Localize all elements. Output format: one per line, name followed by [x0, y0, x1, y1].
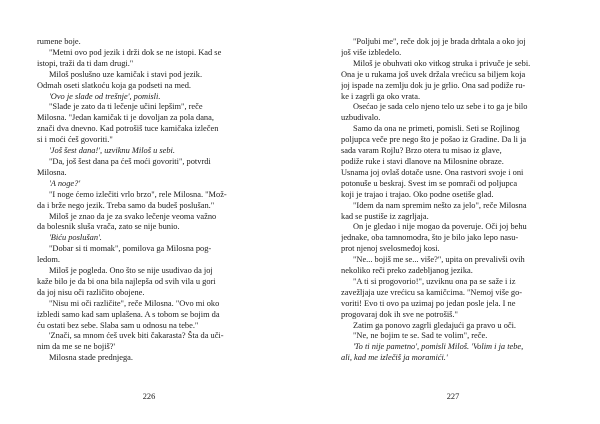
text-line: sada varam Rojlu? Brzo otera tu misao iz glave,	[341, 146, 502, 156]
text-line: 'Još šest dana!', uzviknu Miloš u sebi.	[49, 146, 175, 156]
text-line: Miloš je znao da je za svako lečenje veoma važno	[49, 211, 217, 221]
text-line: ali, kad me izlečiš ja moramići.'	[341, 353, 448, 363]
text-line: 'Znači, sa mnom ćeš uvek biti čakarasta? Šta da uči-	[49, 331, 224, 341]
text-line: Odmah oseti slatkoću koja ga podseti na med.	[37, 80, 191, 90]
text-line: si i moći ćeš govoriti."	[37, 135, 113, 145]
text-line: 'To ti nije pametno', pomisli Miloš. 'Volim i ja tebe,	[353, 342, 524, 352]
left-page-text	[37, 37, 260, 364]
text-line: kad se pustiše iz zagrljaja.	[341, 211, 429, 221]
text-line: "Poljubi me", reče dok joj je brada drhtala a oko joj	[353, 37, 526, 46]
text-line: rumene boje.	[37, 37, 81, 46]
text-line: "Idem da nam spremim nešto za jelo", reče Milosna	[353, 200, 527, 210]
text-line: 'A noge?'	[49, 178, 81, 188]
text-line: da i brže nego jezik. Treba samo da budeš poslušan."	[37, 200, 215, 210]
text-line: voriti! Evo ti ovo pa uzimaj po jedan posle jela. I ne	[341, 298, 516, 308]
text-line: "Ne, ne bojim te se. Sad te volim", reče.	[353, 331, 488, 341]
text-line: "Metni ovo pod jezik i drži dok se ne istopi. Kad se	[49, 47, 222, 57]
text-line: koji je trajao i trajao. Oko podne osetiše glad.	[341, 189, 494, 199]
right-page-number: 227	[446, 392, 460, 401]
text-line: da bolesnik sluša vrača, zato se nije bunio.	[37, 222, 180, 232]
text-line: Miloš je obuhvati oko vitkog struka i privuče je sebi.	[353, 58, 531, 68]
text-line: podiže ruke i stavi dlanove na Milosnine obraze.	[341, 156, 504, 166]
text-line: Milosna stade prednjega.	[49, 353, 133, 363]
text-line: nekoliko reči preko zadebljanog jezika.	[341, 266, 473, 276]
text-line: izbledi samo kad sam uplašena. A s tobom se bojim da	[37, 309, 220, 319]
text-line: Miloš je pogleda. Ono što se nije usuđivao da joj	[49, 266, 213, 276]
text-line: "Slađe je zato da ti lečenje učini lepšim", reče	[49, 102, 203, 112]
text-line: nim da me se ne bojiš?'	[37, 342, 116, 352]
text-line: prot njenoj svelosmeđoj kosi.	[341, 244, 440, 254]
text-line: Milosna.	[37, 167, 67, 177]
text-line: "A ti si progovorio!", uzviknu ona pa se saže i iz	[353, 276, 516, 286]
text-line: istopi, traži da ti dam drugi."	[37, 58, 134, 68]
right-page-text	[341, 37, 563, 364]
text-line: "Ne... bojiš me se... više?", upita on prevalivši ovih	[353, 255, 525, 265]
text-line: Zatim ga ponovo zagrli gledajući ga pravo u oči.	[353, 320, 517, 330]
text-line: Ona je u rukama još uvek držala vrećicu sa biljem koja	[341, 69, 526, 79]
text-line: zavežljaja uze vrećicu sa kamičcima. "Nemoj više go-	[341, 287, 523, 297]
text-line: progovaraj dok ih sve ne potrošiš."	[341, 309, 458, 319]
text-line: ke i zagrli ga oko vrata.	[341, 91, 421, 101]
text-line: "Da, još šest dana pa ćeš moći govoriti", potvrdi	[49, 156, 211, 166]
text-line: da joj nisu oči različito obojene.	[37, 287, 145, 297]
text-line: "Dobar si ti momak", pomilova ga Milosna pog-	[49, 244, 212, 254]
text-line: ledom.	[37, 255, 61, 265]
text-line: Samo da ona ne primeti, pomisli. Seti se Rojlinog	[353, 124, 520, 134]
text-line: "I noge ćemo izlečiti vrlo brzo", rele Milosna. "Mož-	[49, 189, 227, 199]
text-line: potonuše u beskraj. Svest im se pomrači od poljupca	[341, 178, 518, 188]
text-line: Usnama joj ovlaš dotače usne. Ona rastvori svoje i oni	[341, 167, 524, 177]
text-line: ću ostati bez sebe. Slaba sam u odnosu na tebe."	[37, 320, 199, 330]
text-line: jednake, oba tamnomodra, što je bilo jako lepo nasu-	[341, 233, 519, 243]
text-line: kaže bilo je da bi ona bila najlepša od svih vila u gori	[37, 276, 216, 286]
text-line: poljupca veče pre nego što je pošao iz Gradine. Da li ja	[341, 135, 527, 145]
text-line: Miloš poslušno uze kamičak i stavi pod jezik.	[49, 69, 203, 79]
text-line: joj ispade na zemlju dok ju je grlio. Ona sad podiže ru-	[341, 80, 526, 90]
text-line: Osećao je sada celo njeno telo uz sebe i to ga je bilo	[353, 102, 528, 112]
text-line: "Nisu mi oči različite", reče Milosna. "Ovo mi oko	[49, 298, 220, 308]
left-page-number: 226	[142, 392, 156, 401]
text-line: 'Biću poslušan'.	[49, 233, 102, 243]
text-line: Milosna. "Jedan kamičak ti je dovoljan za pola dana,	[37, 113, 214, 123]
text-line: 'Ovo je slađe od trešnje', pomisli.	[49, 91, 161, 101]
text-line: uzbudivalo.	[341, 113, 381, 123]
text-line: znači dva dnevno. Kad potrošiš tuce kamičaka izlečen	[37, 124, 219, 134]
text-line: On je gledao i nije mogao da poveruje. Oči joj behu	[353, 222, 527, 232]
text-line: još više izbledelo.	[341, 47, 402, 57]
